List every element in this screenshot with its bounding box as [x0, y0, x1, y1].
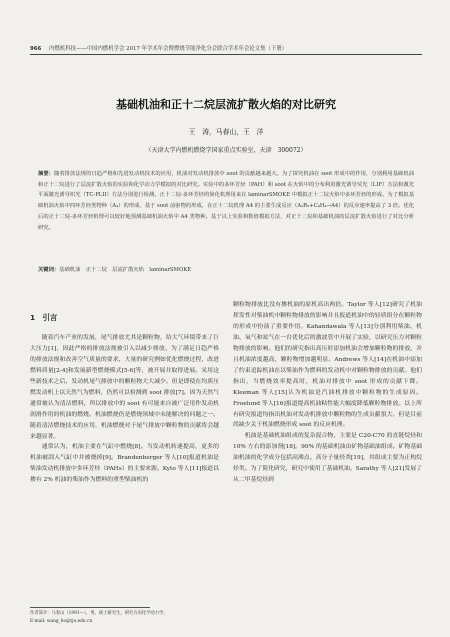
- header-rule: [30, 54, 422, 55]
- keywords-text: 基础机油 正十二烷 层流扩散火焰 laminarSMOKE: [59, 267, 192, 273]
- running-title: 内燃机科技——中国内燃机学会 2017 年学术年会暨燃烧节能净化分会联合学术年会论文集（下册）: [48, 46, 288, 52]
- authors: 王 涛，马春山，王 洋: [188, 128, 264, 136]
- paragraph: 通常认为，机油主要在气缸中燃烧[8]。当发动机转速提高，更多的机油被刮入气缸中并被烧掉[9]。Brandenberger 等人[10]报道机油是柴油发动机排放中多环芳烃（PAHs）的主要来源。Kyto 等人[11]报道以掺有 2% 机油的柴油作为燃料的重型柴油机的: [30, 444, 219, 484]
- running-header: [30, 44, 422, 52]
- footnote-rule: [30, 607, 150, 608]
- left-column: [30, 310, 219, 486]
- right-column: [233, 300, 422, 486]
- paragraph: 随着汽车产业的发展，尾气排放尤其是颗粒物，给大气环境带来了巨大压力[1]，因此严格的排放法规被引入以减少排放。为了满足日趋严格的排放法规和改善空气质量的要求，大量的研究例如优化燃烧过程，改进燃料质量[2-4]和发展新型燃烧模式[5-6]等，被开展并取得进展。采用这些新技术之后，发动机尾气排放中的颗粒物大大减少。但是即使在均质压燃发动机上以天然气为燃料，仍然可以检测到 soot 排放[7]。因为天然气通常被认为清洁燃料，所以排放中的 soot 有可能来自被广泛用作发动机润滑作用的机油的燃烧。机油燃烧仍是燃烧领域中未能解决的问题之一。随着清洁燃烧技术的应用，机油燃烧对于尾气排放中颗粒物的贡献将会越来越显著。: [30, 334, 219, 440]
- section-heading: 1 引言: [30, 313, 58, 322]
- affiliation: （天津大学内燃机燃烧学国家重点实验室，天津 300072）: [145, 147, 307, 154]
- paper-title: 基础机油和正十二烷层流扩散火焰的对比研究: [116, 98, 336, 111]
- abstract-label: 摘要：: [38, 171, 55, 177]
- page-number: 966: [30, 46, 42, 52]
- keywords: [38, 265, 414, 273]
- paragraph: 颗粒物排放比没有掺机油的原机高出两倍。Taylor 等人[12]研究了机油挥发性对柴油机中颗粒物排放的影响并且报道机油中的轻质组分在颗粒物的形成中扮演了重要作用。Kahandawala 等人[13]分别利用柴油、机油、氧气和氮气在一台优化后的激波管中开展了实验，以研究压力对颗粒物排放的影响。他们的研究指出高压时添加机油会增加颗粒物的排放，并且机油浓度越高，颗粒物增加越明显。Andrews 等人[14]在机油中添加了约束追踪机油在以柴油作为燃料的发动机中对颗粒物排放的贡献。他们指出，当燃烧效率提高时，机油对排放中 soot 形成的贡献下降。Kleeman 等人[15]认为机油是汽油机排放中颗粒物的生成原因。Froelund 等人[16]报道提高机油粘性能大幅度降低颗粒物排放。以上所有研究报道均指出机油对发动机排放中颗粒物的生成贡献很大。但是目前尚缺少关于机油燃烧形成 soot 的反应机理。: [233, 302, 422, 429]
- abstract: [38, 169, 414, 233]
- author-email: E-mail: wang_ho@tju.edu.cn: [30, 618, 93, 624]
- footnote: [30, 610, 220, 625]
- abstract-text: 随着排放法规的日趋严格和先进发动机技术的应用，机油对发动机排放中 soot 的贡献越来越大。为了探究机油在 soot 形成中的作用，分别利用基础机油和正十二烷进行了层流扩散火焰的实验和化学动力学模拟的对比研究。实验中的多环芳烃（PAH）和 soot 在火焰中的分布利用激光诱导荧光（LIF）方法和激光平面激光诱导炽光（TC-PLII）方法分别进行检测。正十二烷-多环芳烃的简化机理用来在 laminarSMOKE 中模拟正十二烷火焰中多环芳烃的形成。为了模拟基础机油火焰中四环芳烃类物种（A₄）的形成，基于 soot 前驱物的形成，在正十二烷机理 A4 的主要生成反应（A₂R₅+C₄H₄→A4）的反应速率提高了 3 倍。优化后的正十二烷-多环芳烃机理可以较好地预测基础机油火焰中 A4 类物种。基于以上实验和数值模拟方法，对正十二烷和基础机油的层流扩散火焰进行了对比分析研究。: [38, 171, 414, 231]
- author-bio: 作者简介：马春山（1991—），男，硕士研究生，研究方向化学动力学。: [30, 611, 168, 616]
- paragraph: 机油是基础机油组成的复杂混合物，主要是 C20-C70 的直链烷烃和 10% 左右的添加剂[18]。90% 的基础机油由矿物基础油组成。矿物基础油机油的化学成分包括高沸点、高分子量烃类[19]，其组成主要为正构烷烃类。为了简化研究，研究中使用了基础机油。Sarathy 等人[21]发展了从二甲基烷烃到: [233, 433, 422, 484]
- keywords-label: 关键词：: [38, 267, 60, 273]
